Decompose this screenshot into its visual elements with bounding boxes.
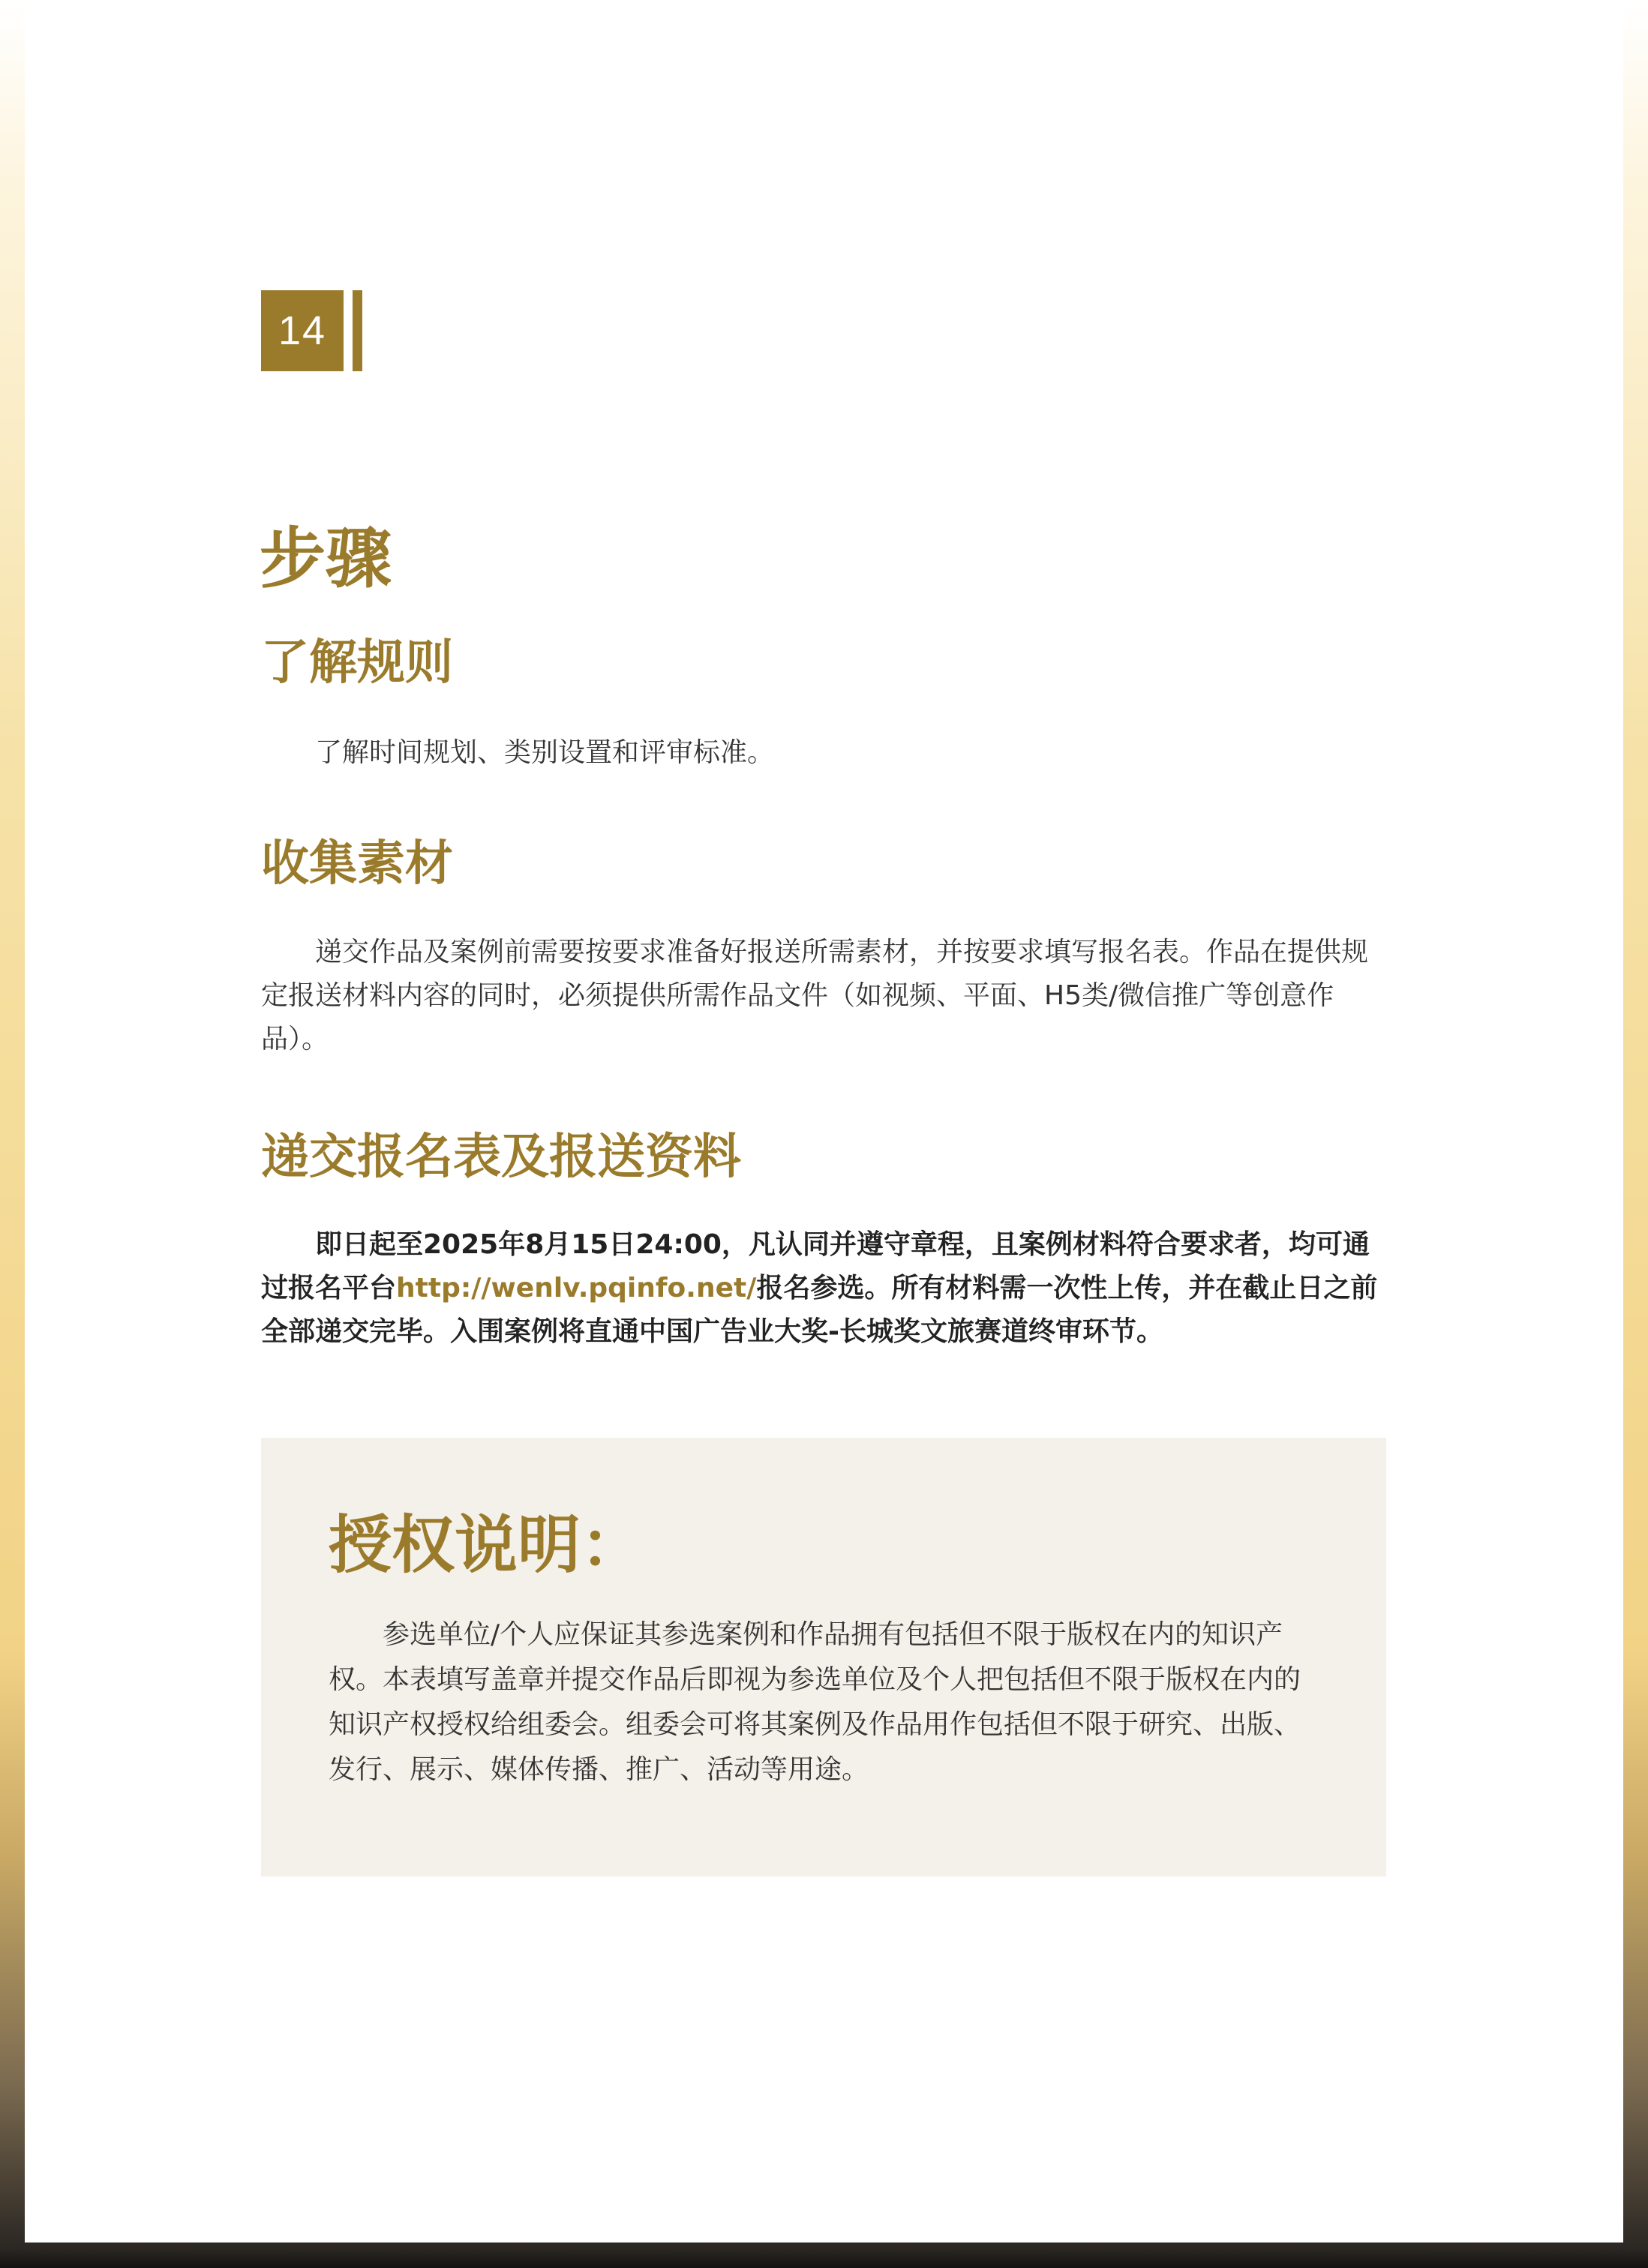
section-heading-submission: 递交报名表及报送资料 [261,1130,741,1185]
submission-text-part-2: 报名参选。所有材料需一次性上传，并在截止日之前全部递交完毕。入围案例将直通中国广告业大奖-长城奖文旅赛道终审环节。 [261,1273,1378,1347]
page-number: 14 [261,290,344,371]
section-heading-rules: 了解规则 [261,635,453,691]
section-heading-materials: 收集素材 [261,836,453,892]
submission-text-part-1: 即日起至2025年8月15日24:00，凡认同并遵守章程，且案例材料符合要求者，均可通过报名平台 [261,1229,1370,1304]
authorization-text: 参选单位/个人应保证其参选案例和作品拥有包括但不限于版权在内的知识产权。本表填写盖章并提交作品后即视为参选单位及个人把包括但不限于版权在内的知识产权授权给组委会。组委会可将其案例及作品用作包括但不限于研究、出版、发行、展示、媒体传播、推广、活动等用途。 [329,1619,1301,1785]
section-text-rules: 了解时间规划、类别设置和评审标准。 [315,737,775,768]
section-text-submission [261,1223,1386,1354]
authorization-box [261,1438,1386,1876]
registration-platform-link[interactable]: http://wenlv.pqinfo.net/ [396,1273,757,1304]
page-number-bar [353,290,362,371]
authorization-title: 授权说明： [329,1508,644,1582]
section-text-materials: 递交作品及案例前需要按要求准备好报送所需素材，并按要求填写报名表。作品在提供规定报送材料内容的同时，必须提供所需作品文件（如视频、平面、H5类/微信推广等创意作品）。 [261,937,1369,1054]
page-title: 步骤 [260,520,392,597]
